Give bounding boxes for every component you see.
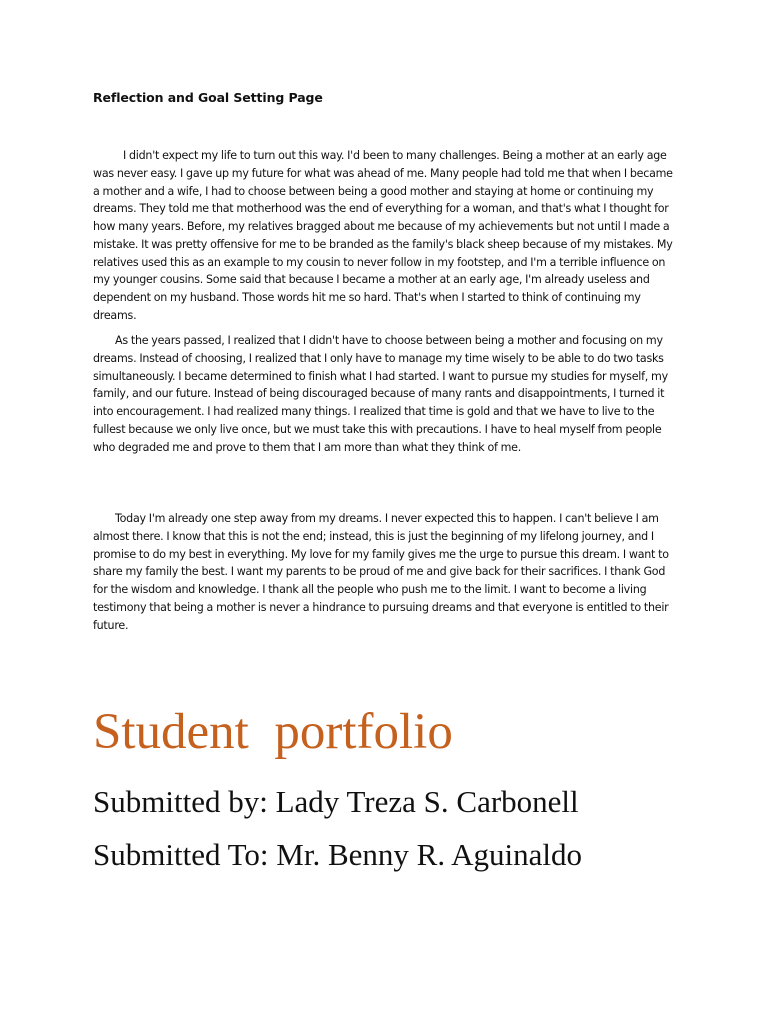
page-heading: Reflection and Goal Setting Page [93,90,323,105]
portfolio-title: Student portfolio [93,704,453,760]
submitted-to-line: Submitted To: Mr. Benny R. Aguinaldo [93,837,582,872]
submitted-by-line: Submitted by: Lady Treza S. Carbonell [93,784,579,819]
paragraph-2: As the years passed, I realized that I didn't have to choose between being a mother and focusing on my dreams. Instead of choosing, I realized that I only have to manage my time wisely to be able to do two tasks simultaneously. I became determined to finish what I had started. I want to pursue my studies for myself, my family, and our future. Instead of being discouraged because of many rants and disappointments, I turned it into encouragement. I had realized many things. I realized that time is gold and that we have to live to the fullest because we only live once, but we must take this with precautions. I have to heal myself from people who degraded me and prove to them that I am more than what they think of me. [93,334,668,454]
paragraph-1: I didn't expect my life to turn out this way. I'd been to many challenges. Being a mother at an early age was never easy. I gave up my future for what was ahead of me. Many people had told me that when I became a mother and a wife, I had to choose between being a good mother and staying at home or continuing my dreams. They told me that motherhood was the end of everything for a woman, and that's what I thought for how many years. Before, my relatives bragged about me because of my achievements but not until I made a mistake. It was pretty offensive for me to be branded as the family's black sheep because of my mistakes. My relatives used this as an example to my cousin to never follow in my footstep, and I'm a terrible influence on my younger cousins. Some said that because I became a mother at an early age, I'm already useless and dependent on my husband. Those words hit me so hard. That's when I started to think of continuing my dreams. [93,149,673,322]
paragraph-3: Today I'm already one step away from my dreams. I never expected this to happen. I can't believe I am almost there. I know that this is not the end; instead, this is just the beginning of my lifelong journey, and I promise to do my best in everything. My love for my family gives me the urge to pursue this dream. I want to share my family the best. I want my parents to be proud of me and give back for their sacrifices. I thank God for the wisdom and knowledge. I thank all the people who push me to the limit. I want to become a living testimony that being a mother is never a hindrance to pursuing dreams and that everyone is entitled to their future. [93,512,669,632]
